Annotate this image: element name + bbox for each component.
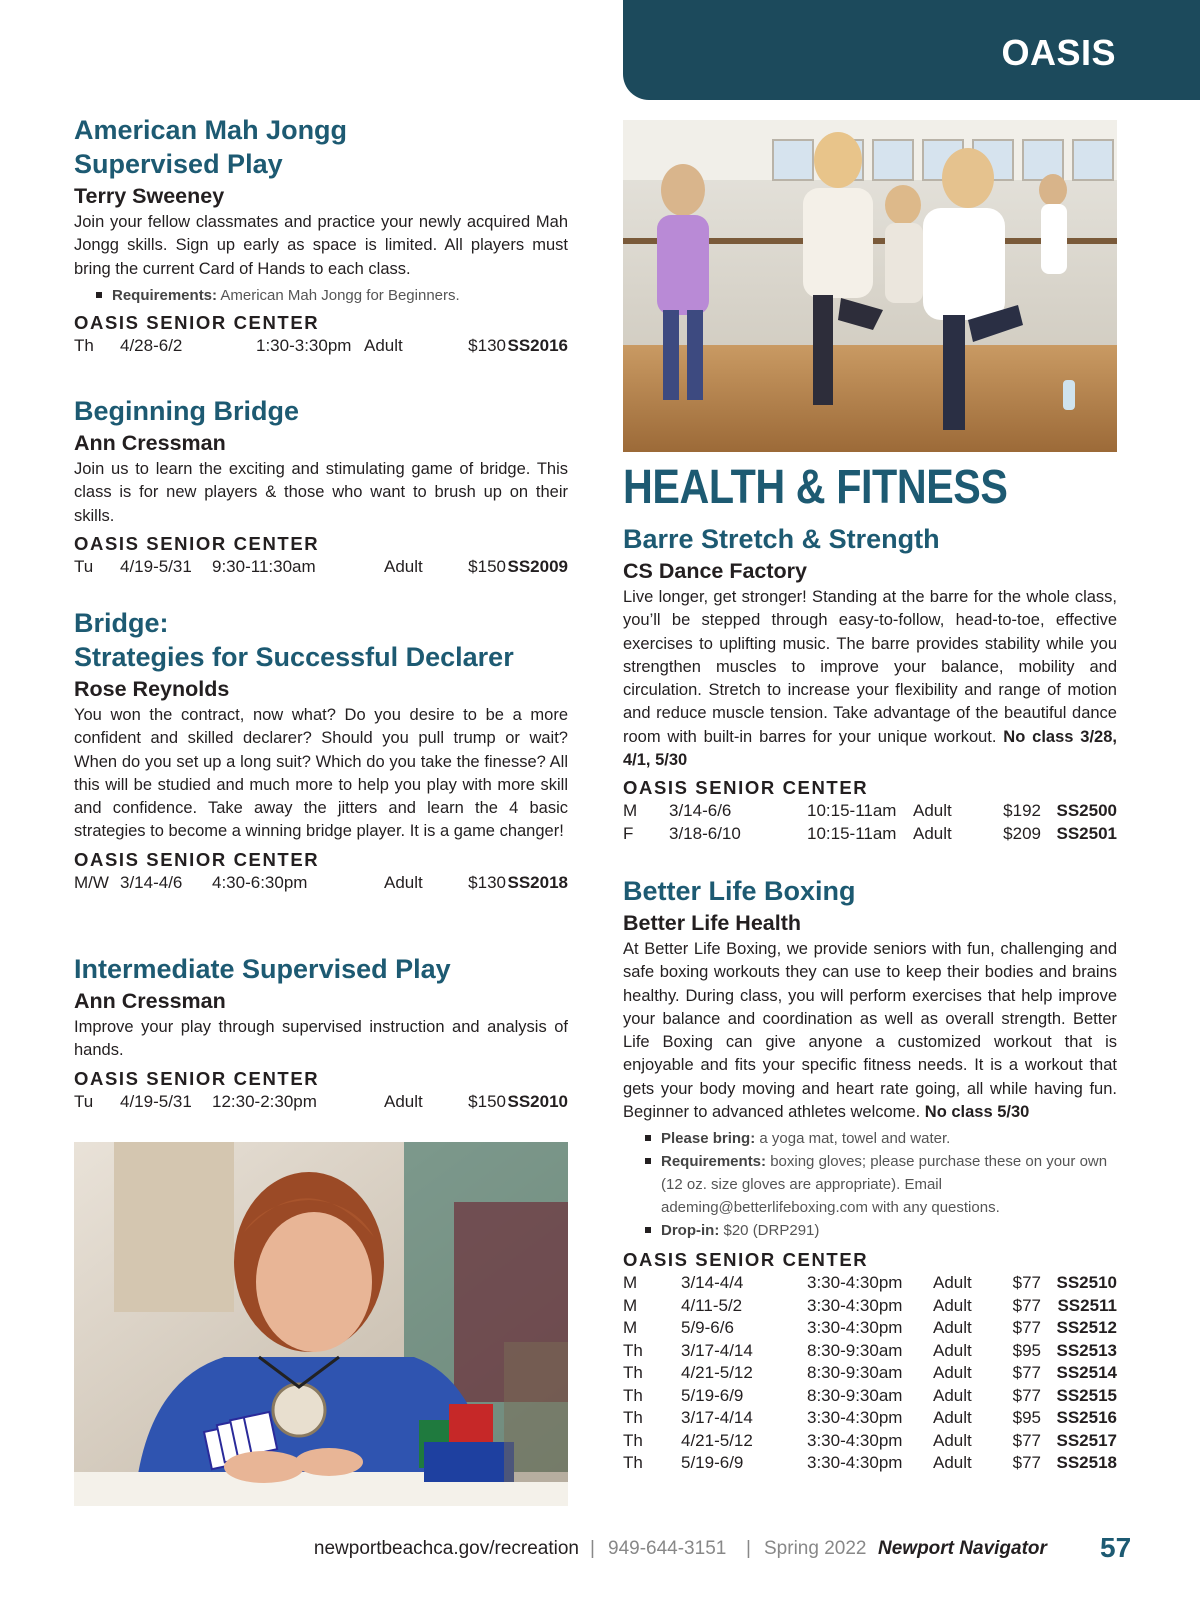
schedule-fee: $77: [1012, 1430, 1041, 1450]
schedule-time: 4:30-6:30pm: [212, 872, 308, 892]
schedule-dates: 5/9-6/6: [681, 1318, 734, 1338]
schedule-time: 3:30-4:30pm: [807, 1318, 903, 1338]
schedule-dates: 4/28-6/2: [120, 335, 183, 355]
footer-url[interactable]: newportbeachca.gov/recreation: [313, 1538, 579, 1559]
schedule-day: Th: [74, 335, 94, 355]
course-code: SS2501: [1056, 823, 1117, 843]
boxing-schedule-table: [623, 1272, 1117, 1475]
course-code: SS2517: [1056, 1430, 1117, 1450]
schedule-row: [623, 823, 1117, 846]
course-code: SS2514: [1056, 1363, 1117, 1383]
footer-separator: |: [746, 1538, 751, 1559]
schedule-dates: 3/17-4/14: [681, 1408, 753, 1428]
schedule-day: M/W: [74, 872, 109, 892]
schedule-day: Th: [623, 1430, 643, 1450]
schedule-fee: $77: [1012, 1453, 1041, 1473]
schedule-age: Adult: [933, 1430, 972, 1450]
instructor-name: Better Life Health: [623, 911, 802, 935]
requirement-item: [643, 1150, 1117, 1219]
section-tab-label: OASIS: [1001, 32, 1116, 73]
schedule-row: [623, 1362, 1117, 1385]
schedule-time: 8:30-9:30am: [807, 1385, 903, 1405]
schedule-fee: $192: [1003, 801, 1041, 821]
course-code: SS2010: [507, 1091, 568, 1111]
schedule-row: [74, 872, 568, 895]
schedule-row: [623, 1385, 1117, 1408]
schedule-row: [623, 1407, 1117, 1430]
schedule-dates: 4/21-5/12: [681, 1430, 753, 1450]
schedule-row: [623, 1430, 1117, 1453]
course-code: SS2018: [507, 872, 568, 892]
requirement-item: [94, 284, 568, 307]
location-label: OASIS SENIOR CENTER: [74, 848, 320, 870]
location-label: OASIS SENIOR CENTER: [623, 777, 869, 799]
schedule-fee: $150: [468, 1091, 506, 1111]
card-player-illustration: [74, 1142, 568, 1506]
schedule-fee: $77: [1012, 1385, 1041, 1405]
schedule-age: Adult: [913, 823, 952, 843]
schedule-age: Adult: [933, 1295, 972, 1315]
schedule-row: [74, 335, 568, 358]
photo-barre-class: [623, 120, 1117, 452]
course-better-life-boxing: [623, 874, 1117, 1475]
schedule-time: 3:30-4:30pm: [807, 1408, 903, 1428]
schedule-fee: $130: [468, 335, 506, 355]
course-description: [623, 586, 1117, 772]
course-code: SS2516: [1056, 1408, 1117, 1428]
schedule-fee: $77: [1012, 1295, 1041, 1315]
schedule-time: 8:30-9:30am: [807, 1363, 903, 1383]
schedule-age: Adult: [933, 1408, 972, 1428]
requirement-label: Please bring:: [661, 1130, 756, 1148]
schedule-time: 3:30-4:30pm: [807, 1273, 903, 1293]
schedule-fee: $150: [468, 556, 506, 576]
schedule-time: 12:30-2:30pm: [212, 1091, 317, 1111]
course-description: [623, 938, 1117, 1124]
schedule-age: Adult: [933, 1385, 972, 1405]
page-number: 57: [1100, 1532, 1132, 1563]
course-code: SS2510: [1056, 1273, 1117, 1293]
course-title-line: Bridge:: [74, 608, 169, 638]
course-code: SS2016: [507, 335, 568, 355]
requirement-text: a yoga mat, towel and water.: [755, 1130, 951, 1148]
course-title: [74, 606, 568, 674]
requirement-text: American Mah Jongg for Beginners.: [217, 286, 460, 304]
schedule-row: [623, 1272, 1117, 1295]
schedule-age: Adult: [384, 556, 423, 576]
schedule-day: Tu: [74, 556, 94, 576]
course-bridge-strategies: [74, 606, 568, 894]
course-code: SS2515: [1056, 1385, 1117, 1405]
instructor-name: Rose Reynolds: [74, 677, 230, 701]
schedule-day: M: [623, 1295, 638, 1315]
schedule-age: Adult: [933, 1273, 972, 1293]
schedule-fee: $77: [1012, 1273, 1041, 1293]
schedule-dates: 3/14-4/6: [120, 872, 183, 892]
schedule-row: [74, 556, 568, 579]
requirements-list: [643, 1127, 1117, 1242]
schedule-day: Tu: [74, 1091, 94, 1111]
instructor-name: Ann Cressman: [74, 989, 226, 1013]
schedule-time: 8:30-9:30am: [807, 1340, 903, 1360]
schedule-row: [74, 1091, 568, 1114]
schedule-day: Th: [623, 1408, 643, 1428]
schedule-dates: 5/19-6/9: [681, 1385, 744, 1405]
schedule-age: Adult: [933, 1363, 972, 1383]
schedule-day: F: [623, 823, 634, 843]
schedule-day: Th: [623, 1363, 643, 1383]
footer-separator: |: [590, 1538, 595, 1559]
requirement-item: [643, 1127, 1117, 1150]
location-label: OASIS SENIOR CENTER: [623, 1249, 869, 1271]
course-description: You won the contract, now what? Do you desire to be a more confident and skilled declarer? Should you pull trump or wait? When do you set up a long suit? Which do you take the finesse? All this will be studied and much more to help you play with more skill and confidence. Take away the jitters and learn the 4 basic strategies to become a winning bridge player. It is a game changer!: [74, 706, 568, 841]
section-heading-health-fitness: HEALTH & FITNESS: [623, 461, 1008, 514]
requirement-label: Requirements:: [661, 1153, 767, 1171]
course-title-line: American Mah Jongg: [74, 115, 348, 145]
footer-publication: Newport Navigator: [878, 1538, 1047, 1559]
no-class-note: No class 3/28, 4/1, 5/30: [623, 727, 1117, 770]
barre-class-illustration: [623, 120, 1117, 452]
schedule-time: 1:30-3:30pm: [256, 335, 352, 355]
schedule-row: [623, 1340, 1117, 1363]
schedule-fee: $130: [468, 872, 506, 892]
course-title: Barre Stretch & Strength: [623, 524, 940, 554]
requirement-item: [643, 1219, 1117, 1242]
schedule-day: Th: [623, 1340, 643, 1360]
schedule-dates: 3/18-6/10: [669, 823, 741, 843]
instructor-name: CS Dance Factory: [623, 559, 808, 583]
schedule-age: Adult: [364, 335, 403, 355]
course-title: Beginning Bridge: [74, 396, 299, 426]
schedule-time: 10:15-11am: [807, 823, 897, 843]
course-beginning-bridge: [74, 394, 568, 578]
course-description: Join us to learn the exciting and stimulating game of bridge. This class is for new players & those who want to brush up on their skills.: [74, 460, 568, 525]
schedule-time: 9:30-11:30am: [212, 556, 316, 576]
course-code: SS2500: [1056, 801, 1117, 821]
schedule-day: M: [623, 1273, 638, 1293]
schedule-dates: 4/11-5/2: [681, 1295, 743, 1315]
requirement-label: Drop-in:: [661, 1222, 720, 1240]
requirements-list: [94, 284, 568, 307]
schedule-time: 10:15-11am: [807, 801, 897, 821]
course-code: SS2511: [1057, 1295, 1117, 1315]
schedule-dates: 3/17-4/14: [681, 1340, 753, 1360]
schedule-row: [623, 1295, 1117, 1318]
schedule-day: M: [623, 801, 638, 821]
schedule-row: [623, 1317, 1117, 1340]
schedule-day: Th: [623, 1385, 643, 1405]
location-label: OASIS SENIOR CENTER: [74, 1067, 320, 1089]
schedule-fee: $209: [1003, 823, 1041, 843]
description-text: At Better Life Boxing, we provide seniors with fun, challenging and safe boxing workouts they can use to keep their bodies and brains healthy. During class, you will perform exercises that help improve your balance and coordination as well as overall strength. Better Life Boxing can give anyone a customized workout that is enjoyable and fits your specific fitness needs. It is a workout that gets your body moving and heart rate going, all while having fun. Beginner to advanced athletes welcome.: [623, 940, 1117, 1122]
schedule-fee: $95: [1012, 1408, 1041, 1428]
schedule-row: [623, 800, 1117, 823]
course-code: SS2009: [507, 556, 568, 576]
requirement-text: $20 (DRP291): [719, 1222, 820, 1240]
instructor-name: Terry Sweeney: [74, 184, 225, 208]
schedule-time: 3:30-4:30pm: [807, 1453, 903, 1473]
course-description: Improve your play through supervised instruction and analysis of hands.: [74, 1018, 568, 1060]
location-label: OASIS SENIOR CENTER: [74, 311, 320, 333]
requirement-text: boxing gloves; please purchase these on your own (12 oz. size gloves are appropriate). Email ademing@betterlifeboxing.com with any questions.: [661, 1153, 1108, 1217]
schedule-time: 3:30-4:30pm: [807, 1430, 903, 1450]
course-code: SS2518: [1056, 1453, 1117, 1473]
schedule-dates: 5/19-6/9: [681, 1453, 744, 1473]
course-code: SS2512: [1056, 1318, 1117, 1338]
schedule-fee: $77: [1012, 1318, 1041, 1338]
schedule-age: Adult: [384, 872, 423, 892]
description-text: Live longer, get stronger! Standing at the barre for the whole class, you’ll be stepped through easy-to-follow, head-to-toe, effective exercises to uplifting music. The barre provides stability while you strengthen muscles to improve your balance, mobility and circulation. Stretch to increase your flexibility and range of motion and reduce muscle tension. Take advantage of the beautiful dance room with built-in barres for your unique workout.: [623, 588, 1117, 746]
course-title-line: Strategies for Successful Declarer: [74, 642, 514, 672]
footer-season: Spring 2022: [764, 1538, 867, 1559]
schedule-dates: 4/19-5/31: [120, 1091, 192, 1111]
footer-phone: 949-644-3151: [608, 1538, 727, 1559]
schedule-dates: 3/14-4/4: [681, 1273, 744, 1293]
instructor-name: Ann Cressman: [74, 431, 226, 455]
schedule-age: Adult: [384, 1091, 423, 1111]
schedule-dates: 4/21-5/12: [681, 1363, 753, 1383]
course-title: Intermediate Supervised Play: [74, 954, 451, 984]
schedule-time: 3:30-4:30pm: [807, 1295, 903, 1315]
course-title-line: Supervised Play: [74, 149, 283, 179]
course-code: SS2513: [1056, 1340, 1117, 1360]
course-intermediate-play: [74, 952, 568, 1113]
schedule-age: Adult: [933, 1340, 972, 1360]
course-title: Better Life Boxing: [623, 876, 856, 906]
course-barre-stretch: [623, 522, 1117, 845]
schedule-dates: 4/19-5/31: [120, 556, 192, 576]
schedule-age: Adult: [913, 801, 952, 821]
schedule-age: Adult: [933, 1453, 972, 1473]
schedule-age: Adult: [933, 1318, 972, 1338]
course-title: [74, 113, 568, 181]
course-mah-jongg: [74, 113, 568, 357]
schedule-day: M: [623, 1318, 638, 1338]
page-footer: [0, 1532, 1200, 1562]
schedule-fee: $95: [1012, 1340, 1041, 1360]
photo-card-player: [74, 1142, 568, 1506]
section-tab: [623, 0, 1200, 100]
requirement-label: Requirements:: [112, 286, 218, 304]
schedule-dates: 3/14-6/6: [669, 801, 732, 821]
no-class-note: No class 5/30: [920, 1103, 1030, 1122]
schedule-row: [623, 1452, 1117, 1475]
course-description: Join your fellow classmates and practice your newly acquired Mah Jongg skills. Sign up early as space is limited. All players must bring the current Card of Hands to each class.: [74, 213, 568, 278]
location-label: OASIS SENIOR CENTER: [74, 532, 320, 554]
schedule-fee: $77: [1012, 1363, 1041, 1383]
schedule-day: Th: [623, 1453, 643, 1473]
